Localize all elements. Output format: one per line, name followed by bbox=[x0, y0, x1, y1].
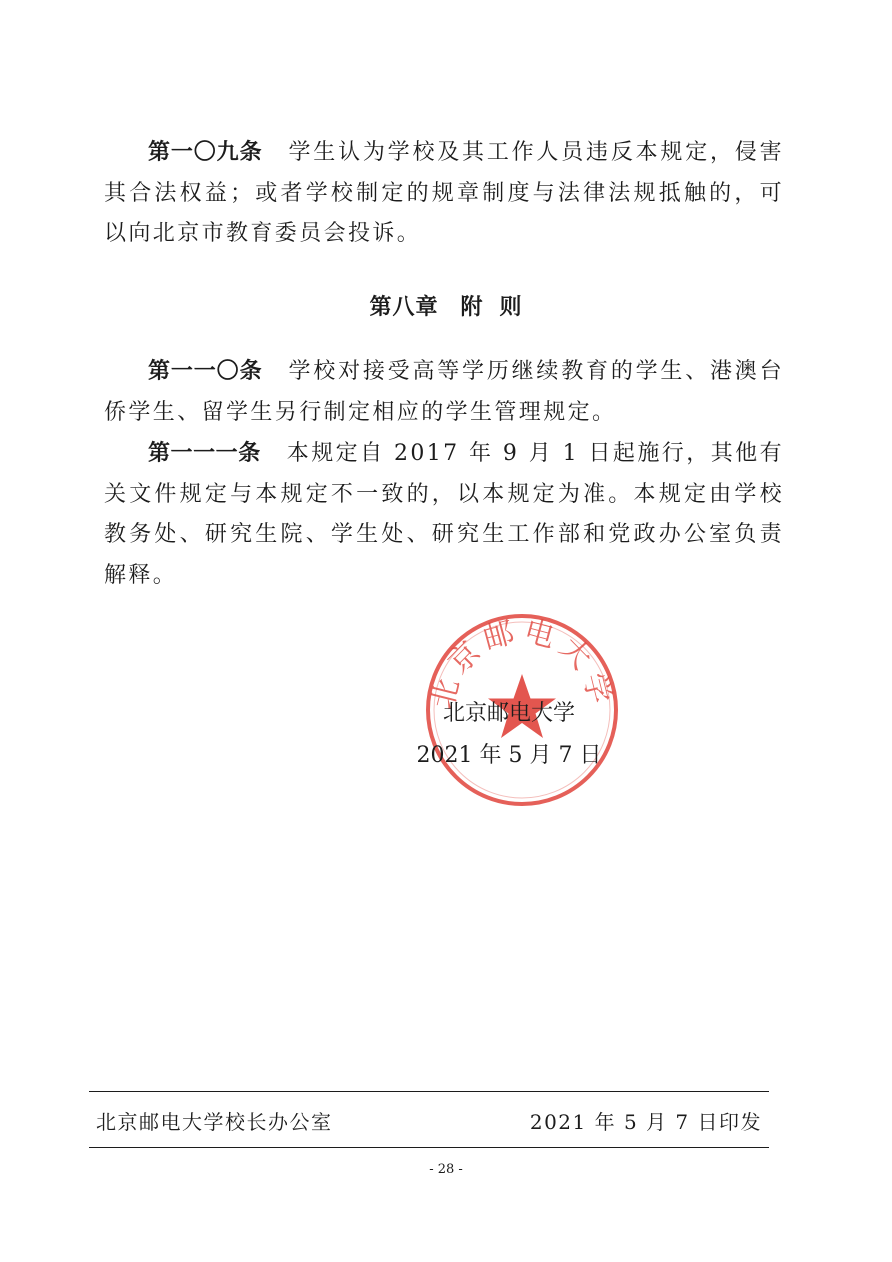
article-109-number: 第一〇九条 bbox=[148, 140, 263, 165]
chapter-title-char-2: 则 bbox=[499, 295, 523, 320]
article-110-text: 学校对接受高等学历继续教育的学生、港澳台侨学生、留学生另行制定相应的学生管理规定。 bbox=[104, 359, 784, 425]
page-number: - 28 - bbox=[429, 1162, 463, 1177]
footer-rule-bottom bbox=[89, 1147, 769, 1148]
article-111-number: 第一一一条 bbox=[148, 441, 261, 466]
article-110-number: 第一一〇条 bbox=[148, 359, 263, 384]
signature-org: 北京邮电大学 bbox=[442, 701, 575, 726]
footer-issue-date: 2021 年 5 月 7 日印发 bbox=[529, 1110, 762, 1134]
chapter-title-char-1: 附 bbox=[460, 295, 484, 320]
article-109 bbox=[104, 133, 784, 255]
signature-date: 2021 年 5 月 7 日 bbox=[416, 743, 602, 768]
chapter-number: 第八章 bbox=[369, 295, 439, 320]
seal-text: 北京邮电大学 bbox=[425, 613, 619, 713]
article-111-text: 本规定自 2017 年 9 月 1 日起施行，其他有关文件规定与本规定不一致的，以本规定为准。本规定由学校教务处、研究生院、学生处、研究生工作部和党政办公室负责解释。 bbox=[104, 441, 784, 588]
footer-issuer: 北京邮电大学校长办公室 bbox=[96, 1110, 333, 1134]
chapter-heading bbox=[0, 290, 892, 321]
article-111 bbox=[104, 434, 784, 596]
article-110 bbox=[104, 352, 784, 433]
article-109-text: 学生认为学校及其工作人员违反本规定，侵害其合法权益；或者学校制定的规章制度与法律法规抵触的，可以向北京市教育委员会投诉。 bbox=[104, 140, 784, 246]
footer-rule-top bbox=[89, 1091, 769, 1092]
